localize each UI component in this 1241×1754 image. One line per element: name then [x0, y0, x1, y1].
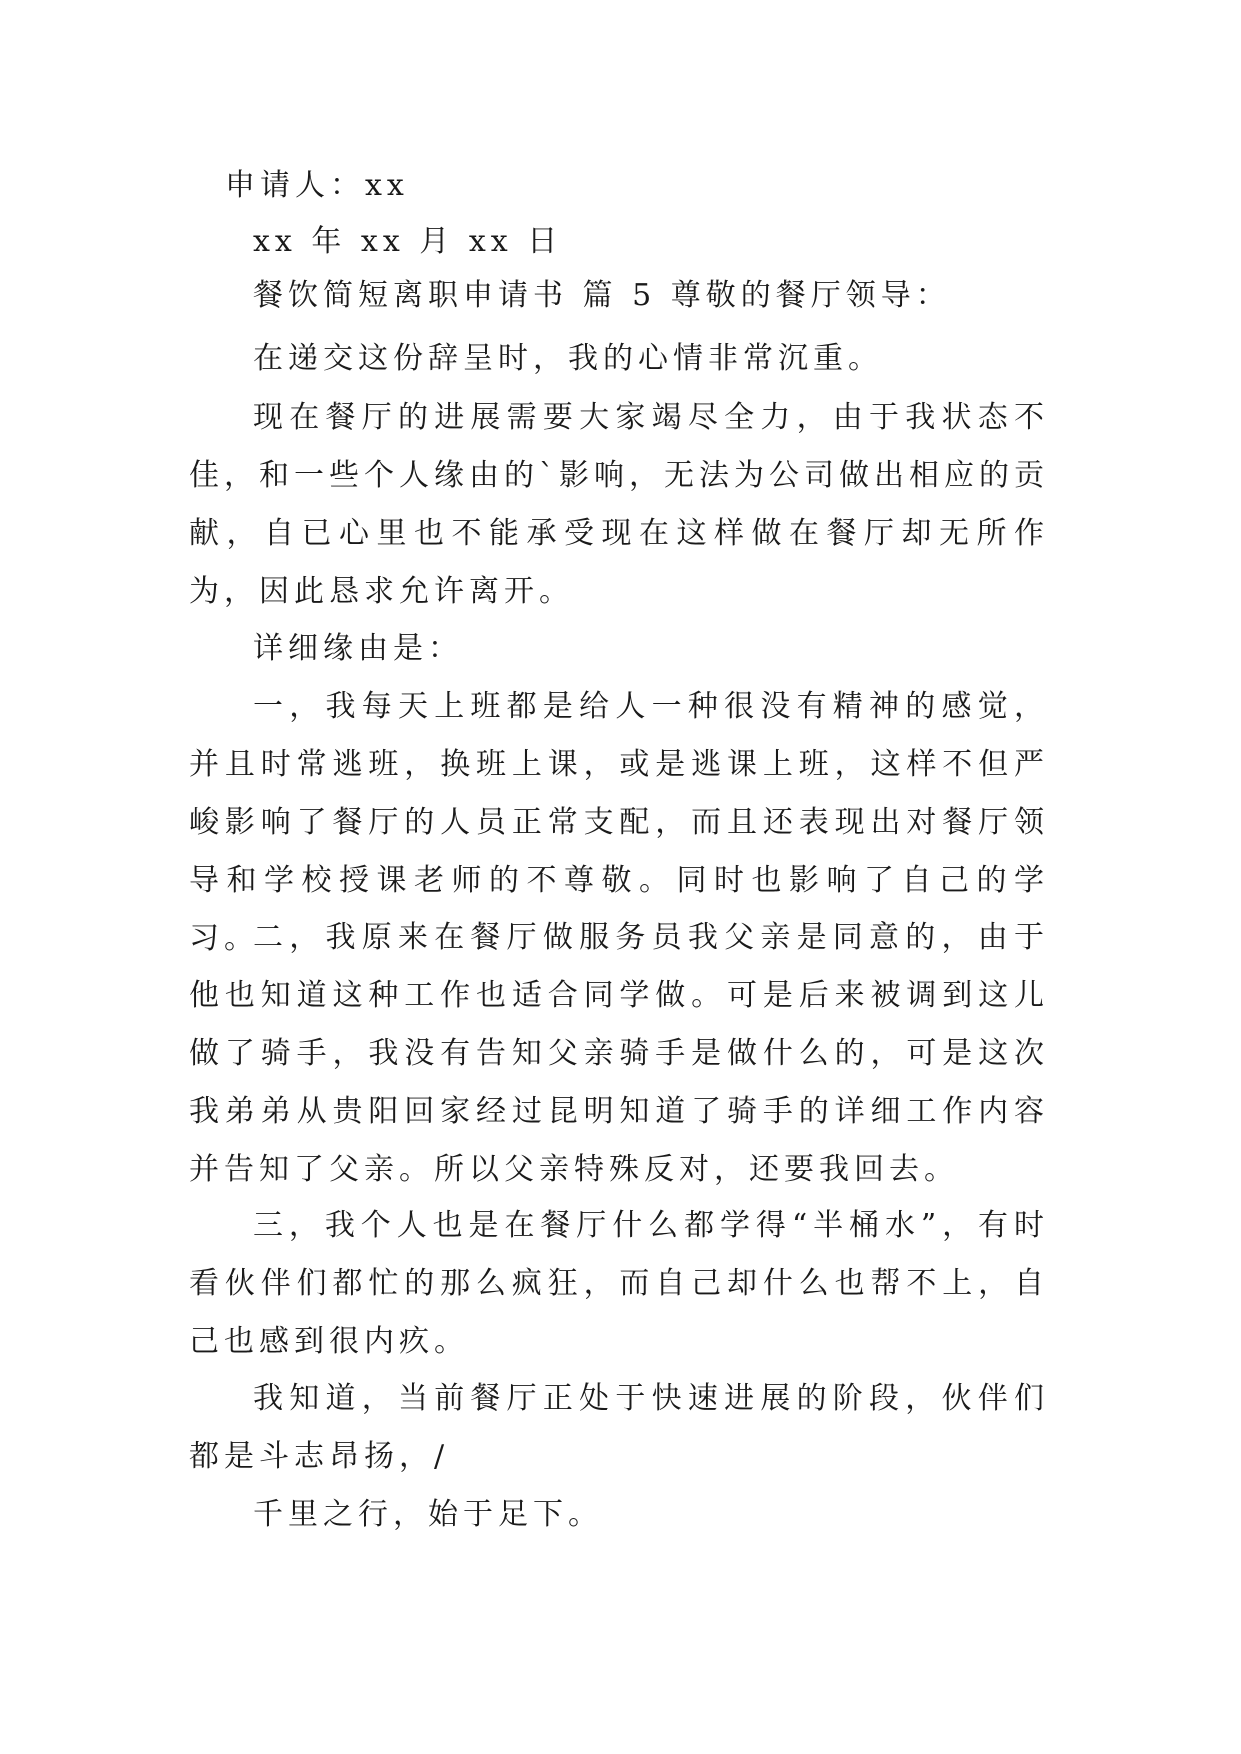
- paragraph: 我知道，当前餐厅正处于快速进展的阶段，伙伴们都是斗志昂扬，/: [189, 1381, 1049, 1474]
- paragraph: 二，我原来在餐厅做服务员我父亲是同意的，由于他也知道这种工作也适合同学做。可是后来被调到这儿做了骑手，我没有告知父亲骑手是做什么的，可是这次我弟弟从贵阳回家经过昆明知道了骑手的详细工作内容并告知了父亲。所以父亲特殊反对，还要我回去。: [189, 920, 1049, 1187]
- date-line: xx 年 xx 月 xx 日: [253, 224, 563, 259]
- paragraph: 在递交这份辞呈时，我的心情非常沉重。: [253, 341, 883, 376]
- paragraph: 一，我每天上班都是给人一种很没有精神的感觉，并且时常逃班，换班上课，或是逃课上班，这样不但严峻影响了餐厅的人员正常支配，而且还表现出对餐厅领导和学校授课老师的不尊敬。同时也影响了自己的学习。: [189, 689, 1049, 956]
- heading-line: 餐饮简短离职申请书 篇 5 尊敬的餐厅领导：: [253, 278, 951, 313]
- paragraph: 现在餐厅的进展需要大家竭尽全力，由于我状态不佳，和一些个人缘由的`影响，无法为公司做出相应的贡献，自已心里也不能承受现在这样做在餐厅却无所作为，因此恳求允许离开。: [189, 400, 1049, 609]
- paragraph: 千里之行，始于足下。: [253, 1497, 603, 1532]
- applicant-line: 申请人：xx: [225, 168, 409, 203]
- paragraph: 三，我个人也是在餐厅什么都学得“半桶水”，有时看伙伴们都忙的那么疯狂，而自己却什么也帮不上，自己也感到很内疚。: [189, 1208, 1049, 1359]
- paragraph: 详细缘由是：: [253, 631, 463, 666]
